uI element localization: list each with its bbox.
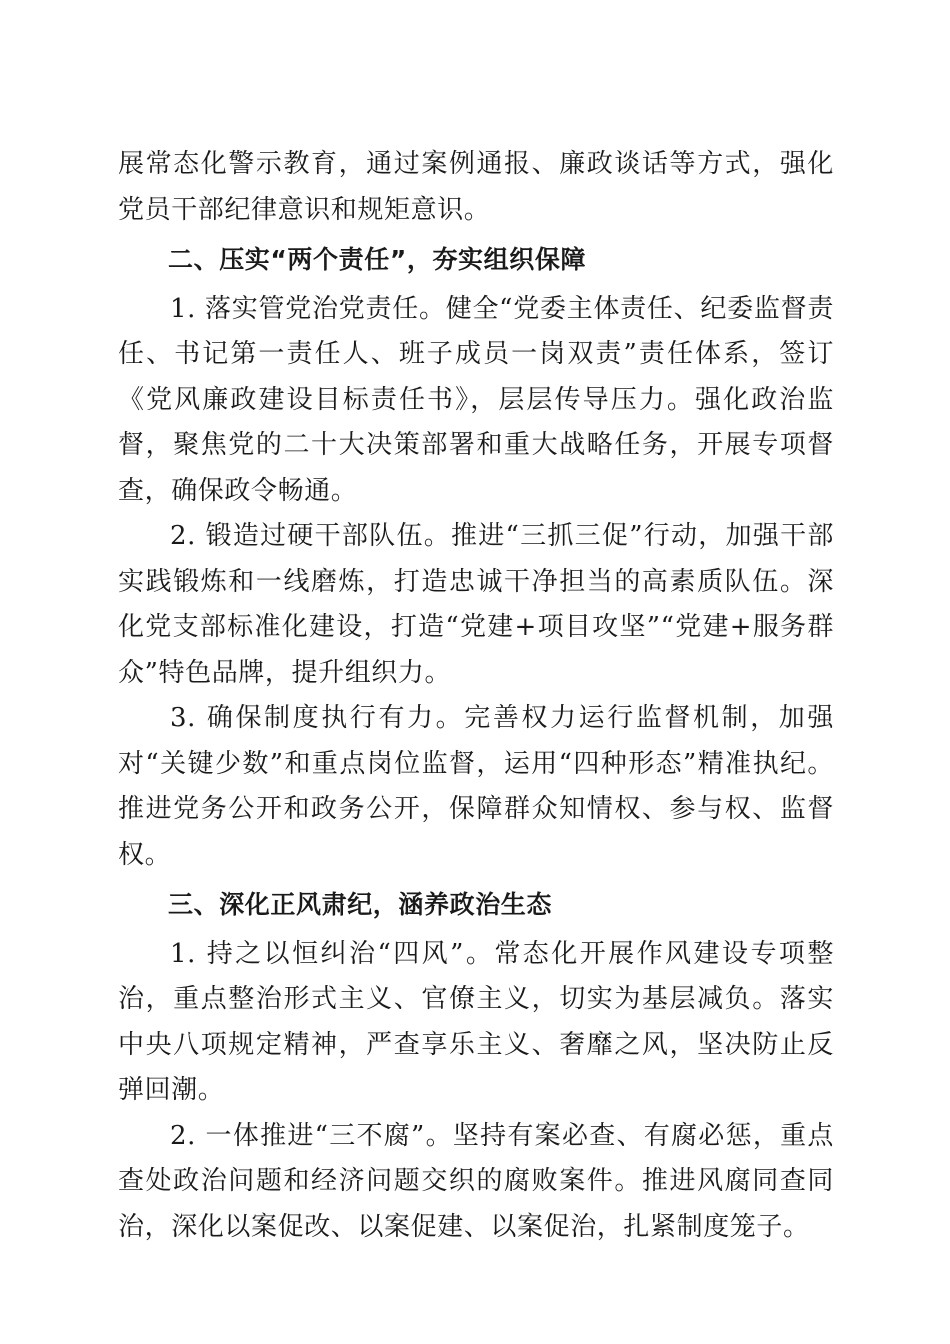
paragraph-item: 1. 持之以恒纠治“四风”。常态化开展作风建设专项整治，重点整治形式主义、官僚主义，切实为基层减负。落实中央八项规定精神，严查享乐主义、奢靡之风，坚决防止反弹回潮。 [118, 938, 834, 1105]
paragraph-item: 1. 落实管党治党责任。健全“党委主体责任、纪委监督责任、书记第一责任人、班子成员一岗双责”责任体系，签订《党风廉政建设目标责任书》，层层传导压力。强化政治监督，聚焦党的二十大决策部署和重大战略任务，开展专项督查，确保政令畅通。 [118, 293, 834, 506]
section-heading-two: 二、压实“两个责任”，夯实组织保障 [168, 245, 587, 274]
paragraph-item: 2. 锻造过硬干部队伍。推进“三抓三促”行动，加强干部实践锻炼和一线磨炼，打造忠诚干净担当的高素质队伍。深化党支部标准化建设，打造“党建+项目攻坚”“党建+服务群众”特色品牌，提升组织力。 [118, 521, 834, 688]
paragraph-item: 2. 一体推进“三不腐”。坚持有案必查、有腐必惩，重点查处政治问题和经济问题交织的腐败案件。推进风腐同查同治，深化以案促改、以案促建、以案促治，扎紧制度笼子。 [118, 1120, 834, 1242]
section-heading-three: 三、深化正风肃纪，涵养政治生态 [168, 890, 553, 919]
paragraph-continuation: 展常态化警示教育，通过案例通报、廉政谈话等方式，强化党员干部纪律意识和规矩意识。 [118, 149, 834, 225]
document-body [118, 142, 834, 1250]
paragraph-item: 3. 确保制度执行有力。完善权力运行监督机制，加强对“关键少数”和重点岗位监督，运用“四种形态”精准执纪。推进党务公开和政务公开，保障群众知情权、参与权、监督权。 [118, 703, 834, 870]
